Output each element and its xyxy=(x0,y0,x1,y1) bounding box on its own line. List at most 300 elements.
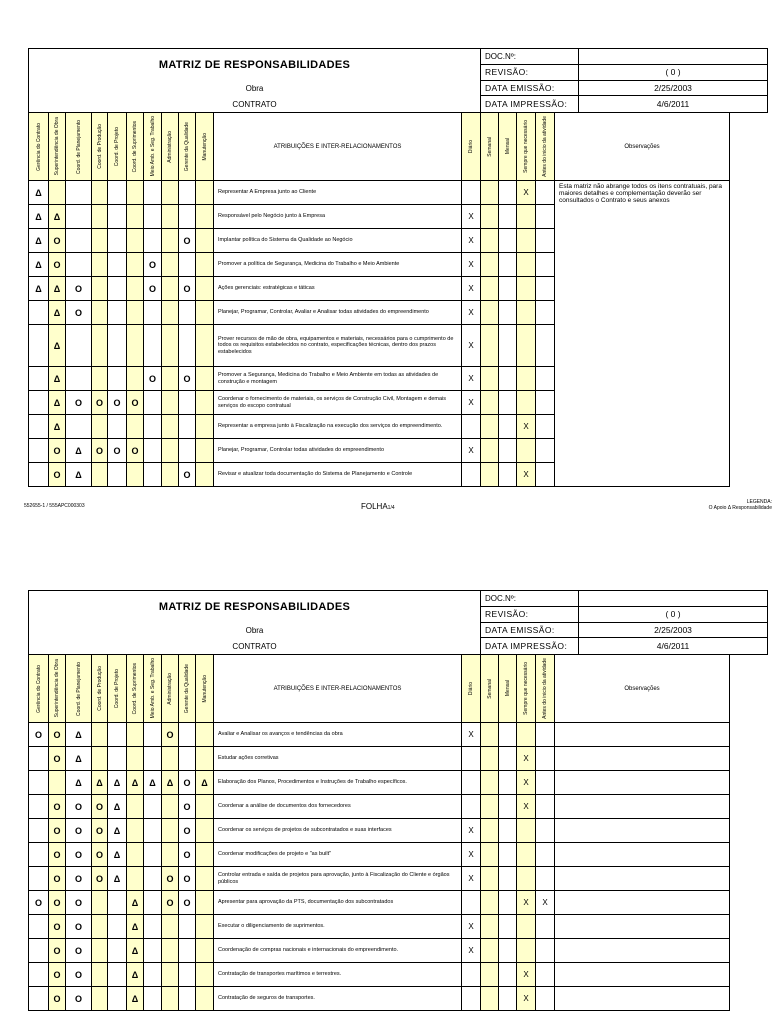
frequency-cell xyxy=(462,963,481,987)
frequency-cell xyxy=(481,277,499,301)
revision-value: ( 0 ) xyxy=(579,607,768,622)
frequency-cell xyxy=(481,391,499,415)
frequency-cell: X xyxy=(462,439,481,463)
role-cell: Δ xyxy=(49,367,66,391)
activity-description: Representar a empresa junto à Fiscalização na execução dos serviços do empreendimento. xyxy=(214,415,462,439)
frequency-cell xyxy=(481,987,499,1011)
frequency-cell xyxy=(481,205,499,229)
role-cell: O xyxy=(144,253,162,277)
doc-number-value xyxy=(579,49,768,64)
role-cell: O xyxy=(49,915,66,939)
role-cell xyxy=(144,867,162,891)
role-column-header xyxy=(144,655,162,723)
frequency-cell xyxy=(481,747,499,771)
role-cell xyxy=(144,439,162,463)
role-cell xyxy=(29,963,49,987)
role-cell: Δ xyxy=(108,867,127,891)
matrix-page-2 xyxy=(28,590,768,1011)
role-cell xyxy=(179,205,196,229)
frequency-column-header xyxy=(536,655,555,723)
frequency-cell: X xyxy=(517,747,536,771)
frequency-cell xyxy=(536,819,555,843)
frequency-cell xyxy=(499,181,517,205)
role-cell xyxy=(127,181,144,205)
role-column-header xyxy=(92,113,108,181)
frequency-header-text: Sempre que necessário xyxy=(523,662,529,715)
role-cell xyxy=(196,205,214,229)
role-cell xyxy=(196,181,214,205)
role-header-text: Manutenção xyxy=(201,674,208,703)
role-cell: Δ xyxy=(49,277,66,301)
frequency-cell xyxy=(462,747,481,771)
role-cell xyxy=(162,915,179,939)
frequency-cell xyxy=(536,205,555,229)
role-cell xyxy=(162,795,179,819)
role-column-header xyxy=(108,655,127,723)
frequency-cell xyxy=(499,325,517,367)
role-cell xyxy=(144,723,162,747)
role-cell: O xyxy=(179,771,196,795)
role-cell xyxy=(162,391,179,415)
role-cell: O xyxy=(179,867,196,891)
role-cell xyxy=(108,277,127,301)
role-cell: Δ xyxy=(29,253,49,277)
document-meta xyxy=(481,49,768,112)
role-cell xyxy=(127,253,144,277)
frequency-cell xyxy=(499,987,517,1011)
frequency-cell xyxy=(499,747,517,771)
role-cell xyxy=(127,819,144,843)
role-cell xyxy=(162,325,179,367)
role-cell: O xyxy=(66,891,92,915)
role-column-header xyxy=(144,113,162,181)
folha-text: FOLHA xyxy=(361,502,388,511)
frequency-cell xyxy=(481,463,499,487)
role-header-text: Coord. de Planejamento xyxy=(75,661,82,716)
print-date-value: 4/6/2011 xyxy=(579,638,768,654)
role-column-header xyxy=(108,113,127,181)
frequency-column-header xyxy=(517,655,536,723)
doc-number-label: DOC.Nº: xyxy=(481,49,579,64)
role-cell: O xyxy=(49,723,66,747)
role-header-text: Coord. de Produção xyxy=(96,124,103,169)
activity-description: Contratação de transportes marítimos e terrestres. xyxy=(214,963,462,987)
role-cell xyxy=(66,367,92,391)
role-cell xyxy=(92,301,108,325)
frequency-column-header xyxy=(499,113,517,181)
activity-description: Representar A Empresa junto ao Cliente xyxy=(214,181,462,205)
frequency-header-text: Antes do inicio da atividade xyxy=(542,116,548,177)
frequency-cell: X xyxy=(517,795,536,819)
role-cell xyxy=(162,415,179,439)
role-cell xyxy=(196,819,214,843)
role-cell: Δ xyxy=(108,795,127,819)
print-date-label: DATA IMPRESSÃO: xyxy=(481,638,579,654)
role-cell xyxy=(92,915,108,939)
role-cell xyxy=(162,439,179,463)
frequency-cell: X xyxy=(462,277,481,301)
role-cell xyxy=(127,747,144,771)
role-column-header xyxy=(66,655,92,723)
frequency-cell xyxy=(517,229,536,253)
role-cell: O xyxy=(49,867,66,891)
role-cell xyxy=(108,747,127,771)
role-cell xyxy=(127,205,144,229)
role-cell xyxy=(144,987,162,1011)
role-cell xyxy=(196,723,214,747)
role-cell xyxy=(144,915,162,939)
role-cell: O xyxy=(127,439,144,463)
role-cell: Δ xyxy=(29,229,49,253)
role-cell: Δ xyxy=(66,771,92,795)
role-cell xyxy=(196,439,214,463)
role-cell xyxy=(29,415,49,439)
role-cell xyxy=(108,987,127,1011)
role-cell xyxy=(66,205,92,229)
frequency-cell xyxy=(517,253,536,277)
legend xyxy=(709,499,772,511)
role-cell xyxy=(196,415,214,439)
role-cell: O xyxy=(49,253,66,277)
role-cell xyxy=(29,915,49,939)
responsibility-matrix-table xyxy=(29,655,768,1011)
role-cell xyxy=(162,277,179,301)
role-cell xyxy=(196,891,214,915)
role-cell xyxy=(92,277,108,301)
frequency-cell xyxy=(462,415,481,439)
frequency-cell xyxy=(499,843,517,867)
role-cell: O xyxy=(179,229,196,253)
observation-cell xyxy=(555,867,730,891)
role-cell xyxy=(162,205,179,229)
obra-label: Obra xyxy=(245,625,264,635)
page-footer xyxy=(24,499,772,519)
role-cell xyxy=(108,891,127,915)
role-cell xyxy=(108,939,127,963)
role-cell xyxy=(29,325,49,367)
role-cell: Δ xyxy=(92,771,108,795)
role-header-text: Administração xyxy=(167,672,173,705)
frequency-cell: X xyxy=(462,867,481,891)
role-column-header xyxy=(49,113,66,181)
role-cell xyxy=(144,819,162,843)
role-cell: O xyxy=(179,891,196,915)
role-column-header xyxy=(127,655,144,723)
role-cell xyxy=(144,963,162,987)
role-cell: O xyxy=(49,439,66,463)
frequency-cell xyxy=(517,367,536,391)
role-cell: Δ xyxy=(108,771,127,795)
frequency-cell xyxy=(536,747,555,771)
activity-description: Coordenar modificações de projeto e "as built" xyxy=(214,843,462,867)
role-cell: O xyxy=(179,795,196,819)
activity-description: Promover a política de Segurança, Medicina do Trabalho e Meio Ambiente xyxy=(214,253,462,277)
obra-label: Obra xyxy=(245,83,264,93)
role-cell xyxy=(108,301,127,325)
role-cell: Δ xyxy=(127,891,144,915)
role-cell xyxy=(108,325,127,367)
revision-label: REVISÃO: xyxy=(481,607,579,622)
frequency-cell xyxy=(499,415,517,439)
frequency-column-header xyxy=(536,113,555,181)
role-cell xyxy=(196,463,214,487)
revision-label: REVISÃO: xyxy=(481,65,579,80)
role-cell: O xyxy=(29,723,49,747)
role-cell xyxy=(196,747,214,771)
role-column-header xyxy=(127,113,144,181)
role-cell xyxy=(108,723,127,747)
frequency-cell xyxy=(481,915,499,939)
role-cell: Δ xyxy=(196,771,214,795)
role-column-header xyxy=(29,113,49,181)
frequency-cell: X xyxy=(462,301,481,325)
role-cell xyxy=(196,253,214,277)
document-meta xyxy=(481,591,768,654)
page-header xyxy=(29,49,768,113)
role-cell xyxy=(108,463,127,487)
role-cell xyxy=(179,253,196,277)
frequency-cell xyxy=(499,939,517,963)
role-cell xyxy=(179,939,196,963)
frequency-cell xyxy=(462,795,481,819)
role-cell xyxy=(162,367,179,391)
role-cell xyxy=(108,367,127,391)
role-column-header xyxy=(66,113,92,181)
role-cell: Δ xyxy=(162,771,179,795)
role-cell xyxy=(144,229,162,253)
activity-description: Executar o diligenciamento de suprimentos. xyxy=(214,915,462,939)
role-column-header xyxy=(179,655,196,723)
role-cell xyxy=(162,747,179,771)
role-cell xyxy=(66,229,92,253)
role-cell: O xyxy=(66,867,92,891)
frequency-cell: X xyxy=(517,987,536,1011)
role-cell xyxy=(162,301,179,325)
frequency-cell xyxy=(481,325,499,367)
frequency-cell xyxy=(462,463,481,487)
role-cell: Δ xyxy=(29,205,49,229)
activity-description: Elaboração dos Planos, Procedimentos e Instruções de Trabalho específicos. xyxy=(214,771,462,795)
activities-header-text: ATRIBUIÇÕES E INTER-RELACIONAMENTOS xyxy=(273,685,402,692)
activity-description: Apresentar para aprovação da PTS, documentação dos subcontratados xyxy=(214,891,462,915)
role-cell: Δ xyxy=(49,325,66,367)
role-cell xyxy=(144,205,162,229)
role-cell: Δ xyxy=(66,439,92,463)
role-cell xyxy=(92,723,108,747)
role-cell xyxy=(162,819,179,843)
role-cell xyxy=(29,987,49,1011)
role-cell xyxy=(162,987,179,1011)
observation-cell xyxy=(555,939,730,963)
role-cell: O xyxy=(144,367,162,391)
doc-number-value xyxy=(579,591,768,606)
role-cell xyxy=(29,939,49,963)
folha-number: 1/4 xyxy=(387,505,395,511)
role-cell: Δ xyxy=(49,301,66,325)
role-cell: O xyxy=(66,391,92,415)
frequency-cell xyxy=(499,723,517,747)
activity-description: Coordenação de compras nacionais e internacionais do empreendimento. xyxy=(214,939,462,963)
observation-cell xyxy=(555,795,730,819)
role-cell: O xyxy=(66,987,92,1011)
role-cell xyxy=(92,415,108,439)
role-cell: Δ xyxy=(66,463,92,487)
role-cell: O xyxy=(92,843,108,867)
doc-number-label: DOC.Nº: xyxy=(481,591,579,606)
role-cell xyxy=(92,747,108,771)
role-header-text: Meio Amb. e Seg. Trabalho xyxy=(149,116,156,177)
role-header-text: Coord. de Projeto xyxy=(114,126,120,167)
role-cell xyxy=(108,915,127,939)
role-cell: O xyxy=(66,915,92,939)
frequency-cell xyxy=(517,205,536,229)
frequency-cell xyxy=(536,301,555,325)
page-header xyxy=(29,591,768,655)
role-column-header xyxy=(162,113,179,181)
role-cell xyxy=(92,325,108,367)
frequency-cell: X xyxy=(462,723,481,747)
role-cell: O xyxy=(49,819,66,843)
role-cell xyxy=(179,415,196,439)
observation-cell xyxy=(555,915,730,939)
frequency-header-text: Diário xyxy=(468,681,474,696)
role-cell xyxy=(29,367,49,391)
activity-description: Promover a Segurança, Medicina do Trabalho e Meio Ambiente em todas as atividades de construção e montagem xyxy=(214,367,462,391)
frequency-cell xyxy=(462,771,481,795)
frequency-cell xyxy=(517,325,536,367)
role-cell xyxy=(179,439,196,463)
contrato-label: CONTRATO xyxy=(232,99,277,109)
frequency-cell: X xyxy=(517,415,536,439)
frequency-cell xyxy=(481,795,499,819)
frequency-column-header xyxy=(462,655,481,723)
activity-description: Controlar entrada e saída de projetos para aprovação, junto à Fiscalização do Cliente e órgãos públicos xyxy=(214,867,462,891)
role-header-text: Coord. de Suprimentos xyxy=(132,662,138,715)
contrato-label: CONTRATO xyxy=(232,641,277,651)
role-cell xyxy=(127,867,144,891)
observations-header-text: Observações xyxy=(624,685,660,692)
role-cell xyxy=(92,939,108,963)
role-cell xyxy=(179,325,196,367)
role-cell xyxy=(144,415,162,439)
role-cell xyxy=(108,205,127,229)
role-cell: O xyxy=(179,367,196,391)
role-cell: O xyxy=(179,277,196,301)
role-cell xyxy=(127,325,144,367)
role-cell xyxy=(144,747,162,771)
role-header-text: Gerência do Contrato xyxy=(35,664,42,713)
role-header-text: Gerente da Qualidade xyxy=(184,121,190,172)
frequency-cell xyxy=(536,867,555,891)
role-cell xyxy=(162,229,179,253)
observation-cell xyxy=(555,963,730,987)
frequency-cell xyxy=(499,963,517,987)
role-cell xyxy=(162,463,179,487)
observation-cell xyxy=(555,723,730,747)
role-cell xyxy=(29,391,49,415)
role-header-text: Superintendência de Obra xyxy=(54,659,60,718)
observation-cell xyxy=(555,819,730,843)
role-cell xyxy=(196,325,214,367)
role-cell xyxy=(179,181,196,205)
role-cell: Δ xyxy=(127,987,144,1011)
role-cell xyxy=(179,963,196,987)
role-cell: O xyxy=(162,723,179,747)
observation-cell xyxy=(555,747,730,771)
frequency-header-text: Antes do inicio da atividade xyxy=(542,658,548,719)
frequency-cell xyxy=(499,819,517,843)
frequency-cell xyxy=(536,963,555,987)
role-cell xyxy=(108,181,127,205)
role-cell xyxy=(66,253,92,277)
frequency-cell xyxy=(462,181,481,205)
observation-cell xyxy=(555,891,730,915)
role-cell xyxy=(162,253,179,277)
frequency-cell xyxy=(499,391,517,415)
folha-label xyxy=(361,502,395,511)
activity-description: Implantar política do Sistema da Qualidade ao Negócio xyxy=(214,229,462,253)
role-cell xyxy=(92,181,108,205)
role-cell: O xyxy=(66,277,92,301)
frequency-cell xyxy=(517,867,536,891)
frequency-cell xyxy=(536,415,555,439)
frequency-cell xyxy=(481,891,499,915)
role-header-text: Coord. de Produção xyxy=(96,666,103,711)
frequency-column-header xyxy=(481,113,499,181)
observation-cell xyxy=(555,987,730,1011)
activity-description: Coordenar a análise de documentos dos fornecedores xyxy=(214,795,462,819)
role-cell xyxy=(144,181,162,205)
frequency-header-text: Mensal xyxy=(504,138,511,155)
role-cell: O xyxy=(179,463,196,487)
role-cell xyxy=(196,915,214,939)
role-cell: O xyxy=(66,963,92,987)
frequency-header-text: Mensal xyxy=(504,680,511,697)
frequency-cell xyxy=(536,367,555,391)
frequency-cell xyxy=(499,277,517,301)
frequency-cell xyxy=(481,819,499,843)
legend-label: LEGENDA: xyxy=(746,499,772,505)
role-cell xyxy=(179,391,196,415)
role-header-text: Coord. de Suprimentos xyxy=(132,120,138,173)
role-cell xyxy=(162,939,179,963)
role-cell xyxy=(179,987,196,1011)
frequency-cell xyxy=(536,463,555,487)
activity-description: Estudar ações corretivas xyxy=(214,747,462,771)
frequency-cell xyxy=(499,771,517,795)
page-title: MATRIZ DE RESPONSABILIDADES xyxy=(158,600,351,613)
observation-cell xyxy=(555,771,730,795)
role-cell xyxy=(92,229,108,253)
frequency-cell: X xyxy=(536,891,555,915)
role-cell: O xyxy=(49,795,66,819)
frequency-cell xyxy=(517,843,536,867)
role-cell: Δ xyxy=(49,415,66,439)
role-cell: Δ xyxy=(127,939,144,963)
role-column-header xyxy=(179,113,196,181)
frequency-cell xyxy=(499,367,517,391)
frequency-cell xyxy=(536,843,555,867)
role-cell xyxy=(144,795,162,819)
frequency-cell: X xyxy=(517,771,536,795)
role-header-text: Coord. de Projeto xyxy=(114,668,120,709)
frequency-cell: X xyxy=(462,391,481,415)
frequency-cell xyxy=(481,367,499,391)
role-header-text: Coord. de Planejamento xyxy=(75,119,82,174)
activity-description: Ações gerenciais: estratégicas e táticas xyxy=(214,277,462,301)
role-column-header xyxy=(49,655,66,723)
role-cell xyxy=(66,325,92,367)
